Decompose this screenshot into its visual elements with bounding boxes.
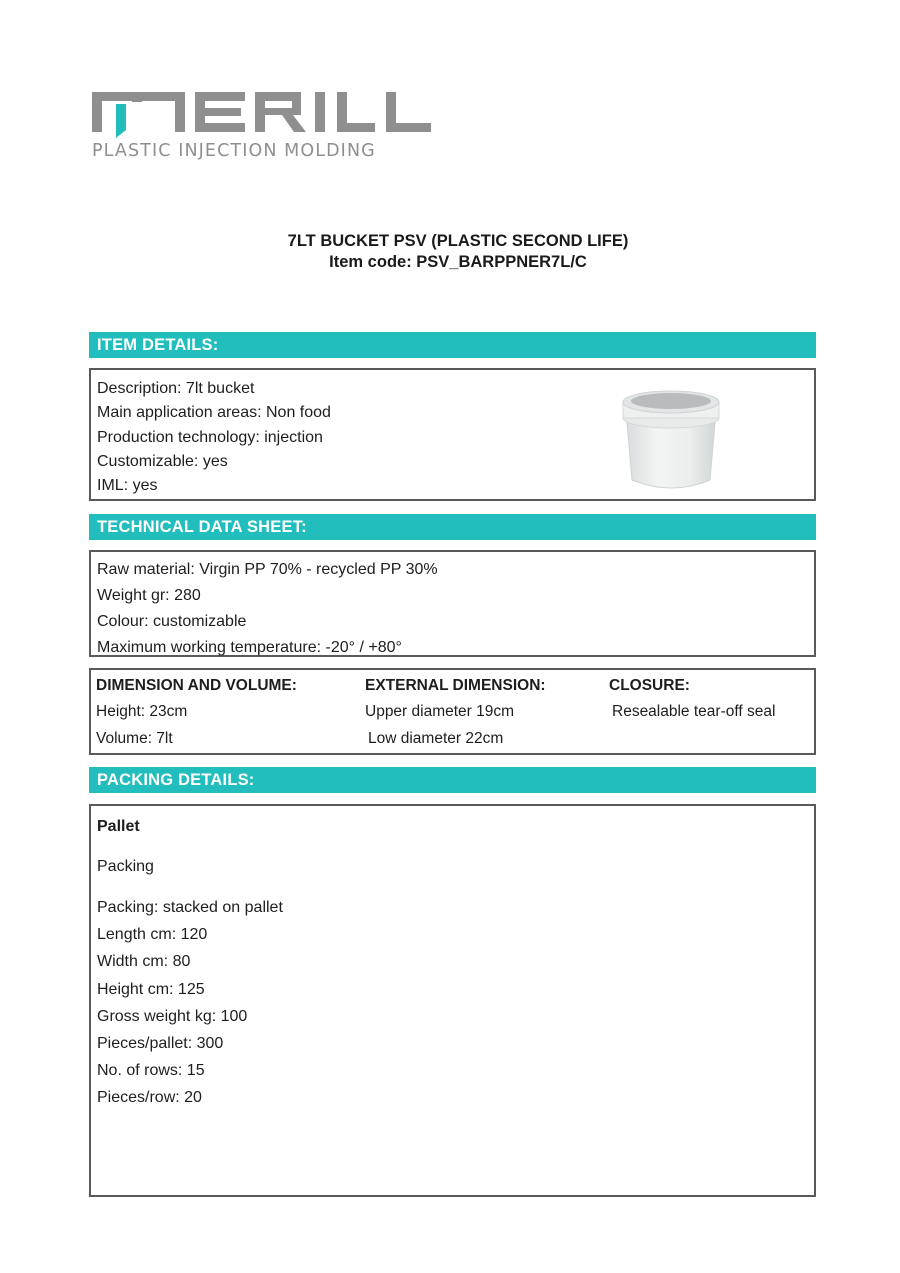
item-detail-line: Description: 7lt bucket [97, 380, 255, 397]
product-title: 7LT BUCKET PSV (PLASTIC SECOND LIFE) [287, 232, 629, 250]
dimension-volume-column [96, 674, 297, 752]
item-detail-line: Production technology: injection [97, 428, 323, 446]
merill-logo [92, 92, 434, 162]
packing-line: Pieces/pallet: 300 [97, 1034, 224, 1052]
external-dimension-column [365, 674, 546, 752]
item-details-heading: ITEM DETAILS: [89, 332, 816, 358]
external-dimension-heading: EXTERNAL DIMENSION: [365, 677, 546, 694]
packing-details-box [89, 804, 816, 1197]
closure-heading: CLOSURE: [609, 677, 690, 694]
packing-line: Length cm: 120 [97, 926, 208, 944]
packing-line: Width cm: 80 [97, 953, 191, 971]
technical-data-box [89, 550, 816, 657]
technical-data-line: Raw material: Virgin PP 70% - recycled PP 30% [97, 561, 438, 578]
document-title [0, 231, 900, 273]
packing-line: Pieces/row: 20 [97, 1089, 202, 1107]
merill-wordmark-icon [92, 92, 434, 140]
dimension-volume-heading: DIMENSION AND VOLUME: [96, 677, 297, 694]
dimension-line: Upper diameter 19cm [365, 703, 515, 720]
dimensions-box [89, 668, 816, 755]
technical-data-line: Maximum working temperature: -20° / +80° [97, 639, 402, 656]
packing-subtitle: Packing [97, 858, 154, 875]
packing-line: Gross weight kg: 100 [97, 1007, 248, 1025]
dimension-line: Height: 23cm [96, 703, 188, 720]
closure-line: Resealable tear-off seal [612, 703, 776, 720]
technical-data-heading: TECHNICAL DATA SHEET: [89, 514, 816, 540]
item-details-box [89, 368, 816, 501]
packing-line: No. of rows: 15 [97, 1062, 205, 1080]
packing-title: Pallet [97, 818, 140, 835]
item-detail-line: Customizable: yes [97, 452, 228, 470]
packing-line: Packing: stacked on pallet [97, 899, 283, 916]
dimension-line: Volume: 7lt [96, 730, 173, 747]
packing-details-heading: PACKING DETAILS: [89, 767, 816, 793]
item-code: Item code: PSV_BARPPNER7L/C [329, 253, 587, 271]
closure-column [609, 674, 775, 725]
item-detail-line: IML: yes [97, 477, 158, 495]
packing-line: Height cm: 125 [97, 980, 205, 998]
item-detail-line: Main application areas: Non food [97, 404, 331, 422]
dimension-line: Low diameter 22cm [368, 730, 504, 747]
technical-data-line: Colour: customizable [97, 613, 247, 630]
bucket-with-lid-icon [616, 380, 726, 495]
logo-tagline: PLASTIC INJECTION MOLDING [92, 141, 376, 161]
technical-data-line: Weight gr: 280 [97, 587, 201, 604]
